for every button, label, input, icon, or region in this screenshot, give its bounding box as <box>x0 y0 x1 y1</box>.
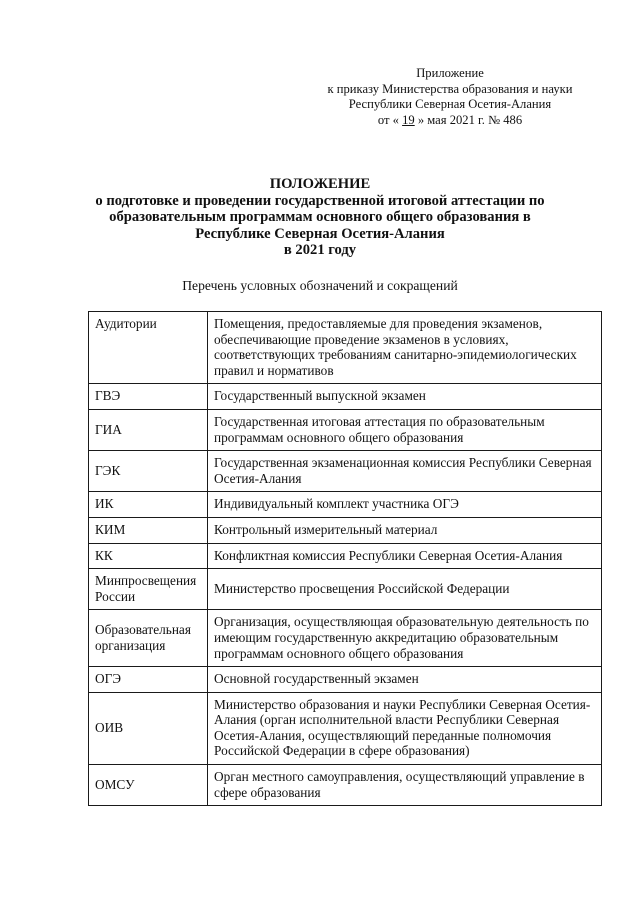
title-line-4: в 2021 году <box>283 242 357 258</box>
term-cell: Аудитории <box>89 312 208 384</box>
definition-cell: Основной государственный экзамен <box>208 667 602 693</box>
title-line-1: о подготовке и проведении государственной итоговой аттестации по <box>95 192 545 209</box>
term-cell: КИМ <box>89 517 208 543</box>
table-row <box>89 384 602 410</box>
abbreviations-subtitle: Перечень условных обозначений и сокращений <box>182 278 458 293</box>
definition-cell: Контрольный измерительный материал <box>208 517 602 543</box>
appendix-date-prefix: от « <box>377 112 403 127</box>
term-cell: ОМСУ <box>89 765 208 806</box>
term-cell: Минпросвещения России <box>89 569 208 610</box>
table-row <box>89 409 602 450</box>
document-title <box>60 176 580 259</box>
definition-cell: Государственная итоговая аттестация по образовательным программам основного общего образования <box>208 409 602 450</box>
table-row <box>89 451 602 492</box>
definition-cell: Государственный выпускной экзамен <box>208 384 602 410</box>
appendix-block <box>300 66 600 128</box>
appendix-date-day: 19 <box>402 112 415 127</box>
appendix-date-suffix: » мая 2021 г. № 486 <box>414 112 523 127</box>
appendix-label: Приложение <box>416 66 484 80</box>
term-cell: КК <box>89 543 208 569</box>
appendix-republic: Республики Северная Осетия-Алания <box>348 97 552 111</box>
definition-cell: Помещения, предоставляемые для проведения экзаменов, обеспечивающие проведение экзаменов в условиях, соответствующих требованиям санитарно-эпидемиологических правил и нормативов <box>208 312 602 384</box>
term-cell: ОГЭ <box>89 667 208 693</box>
abbreviations-table <box>88 311 602 806</box>
definition-cell: Организация, осуществляющая образовательную деятельность по имеющим государственную аккредитацию образовательным программам основного общего образования <box>208 610 602 667</box>
table-row <box>89 667 602 693</box>
title-line-2: образовательным программам основного общего образования в <box>109 209 531 225</box>
term-cell: ОИВ <box>89 692 208 764</box>
title-heading: ПОЛОЖЕНИЕ <box>269 176 371 192</box>
table-row <box>89 312 602 384</box>
term-cell: Образовательная организация <box>89 610 208 667</box>
table-row <box>89 492 602 518</box>
table-row <box>89 692 602 764</box>
table-row <box>89 517 602 543</box>
definition-cell: Индивидуальный комплект участника ОГЭ <box>208 492 602 518</box>
table-row <box>89 610 602 667</box>
table-row <box>89 543 602 569</box>
term-cell: ГВЭ <box>89 384 208 410</box>
definition-cell: Министерство просвещения Российской Федерации <box>208 569 602 610</box>
term-cell: ГИА <box>89 409 208 450</box>
appendix-date <box>300 113 600 129</box>
definition-cell: Орган местного самоуправления, осуществляющий управление в сфере образования <box>208 765 602 806</box>
definition-cell: Министерство образования и науки Республики Северная Осетия-Алания (орган исполнительной власти Республики Северная Осетия-Алания, осуществляющий переданные полномочия Российской Федерации в сфере образования) <box>208 692 602 764</box>
term-cell: ИК <box>89 492 208 518</box>
definition-cell: Конфликтная комиссия Республики Северная Осетия-Алания <box>208 543 602 569</box>
title-line-3: Республике Северная Осетия-Алания <box>195 225 445 242</box>
term-cell: ГЭК <box>89 451 208 492</box>
table-row <box>89 765 602 806</box>
appendix-order-ref: к приказу Министерства образования и науки <box>327 81 573 96</box>
definition-cell: Государственная экзаменационная комиссия Республики Северная Осетия-Алания <box>208 451 602 492</box>
table-row <box>89 569 602 610</box>
